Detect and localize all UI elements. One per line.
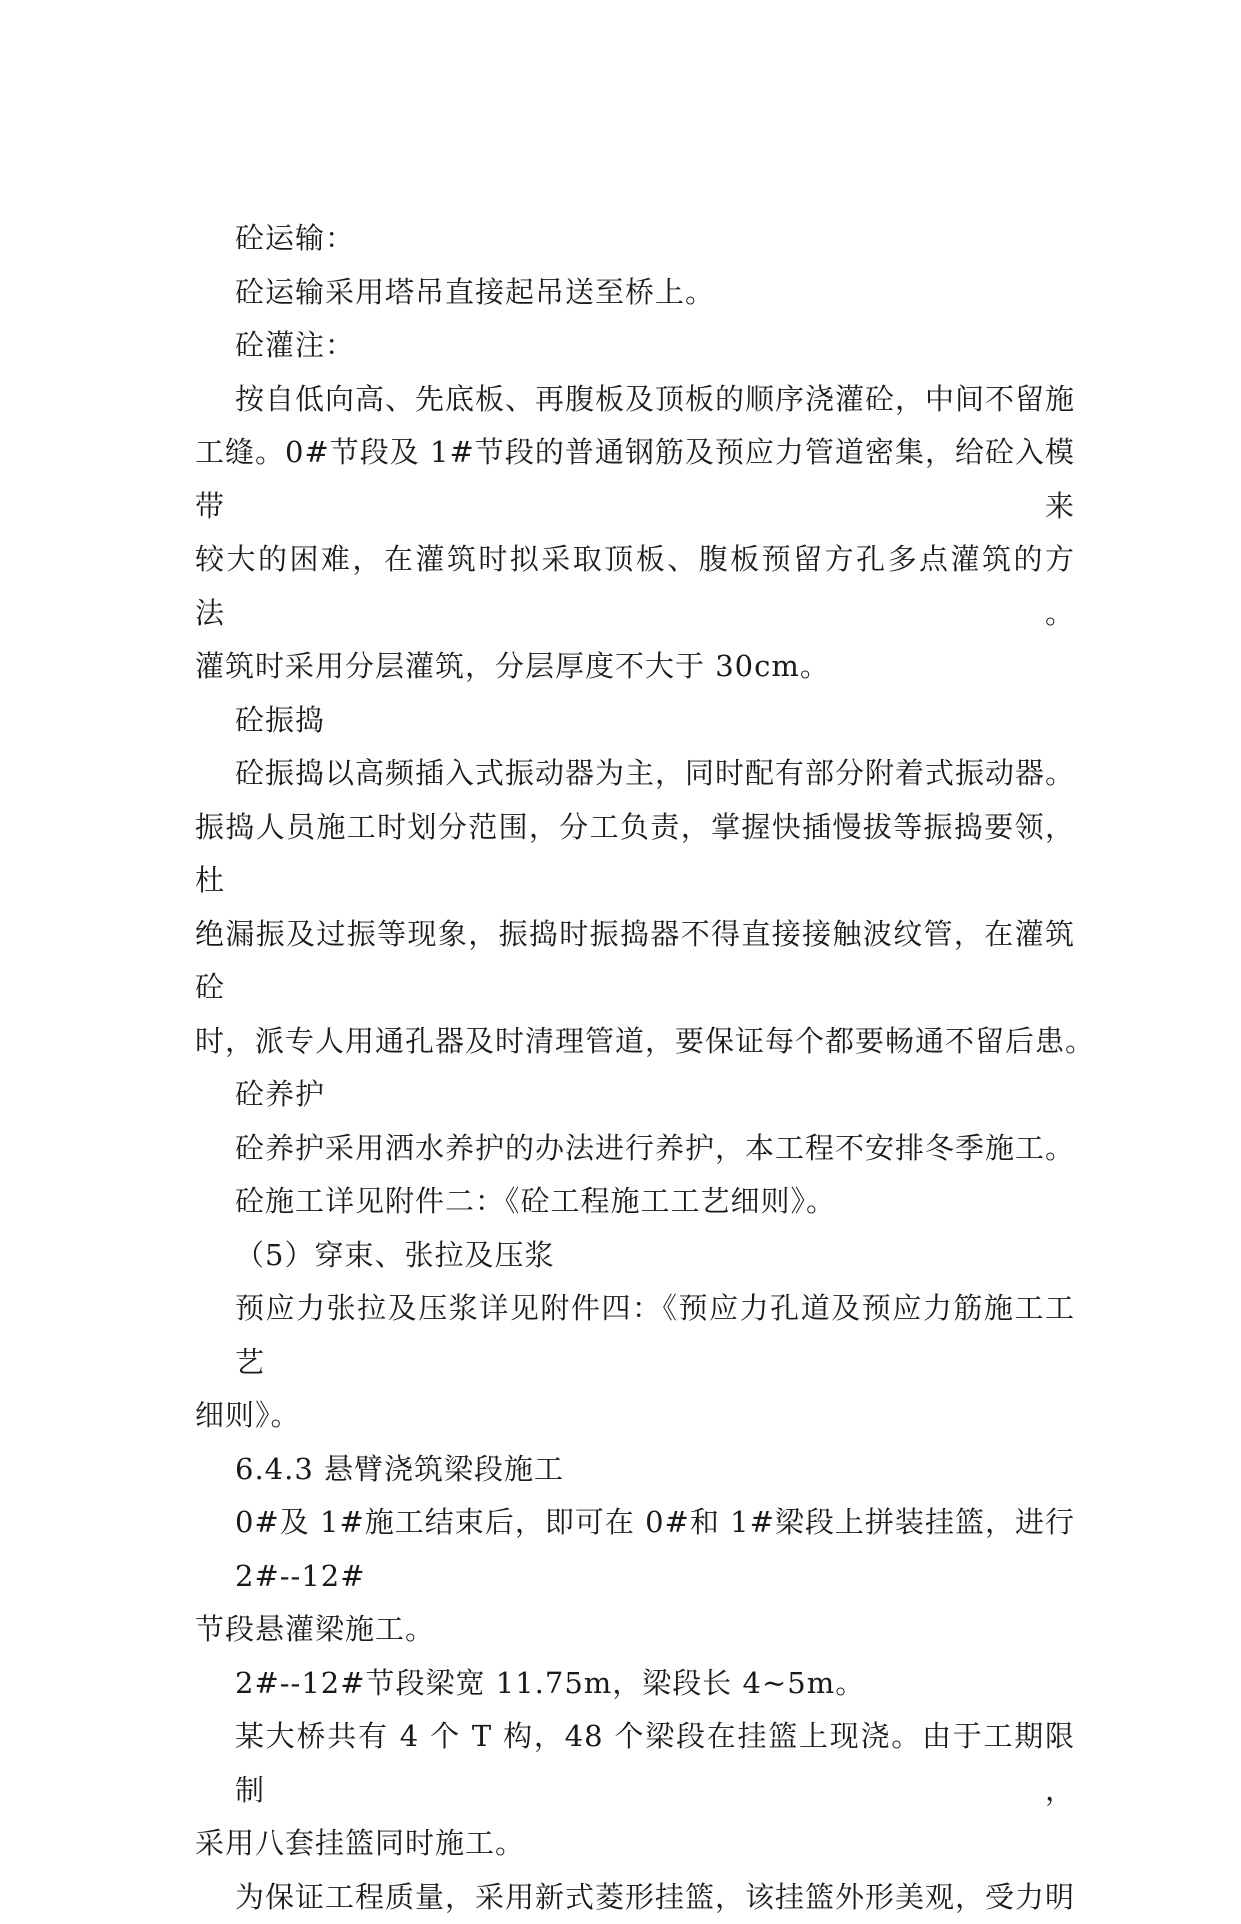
paragraph-line-text: 工缝。0#节段及 1#节段的普通钢筋及预应力管道密集，给砼入模带来 — [195, 426, 1075, 533]
heading-concrete-pouring: 砼灌注： — [195, 319, 1075, 373]
paragraph-line: 细则》。 — [195, 1389, 1075, 1443]
paragraph-line-text: 砼振捣以高频插入式振动器为主，同时配有部分附着式振动器。 — [235, 747, 1075, 801]
paragraph-line: 灌筑时采用分层灌筑，分层厚度不大于 30cm。 — [195, 640, 1075, 694]
paragraph-line — [195, 908, 1075, 1015]
paragraph-line — [195, 1496, 1075, 1603]
paragraph-line-text: 绝漏振及过振等现象，振捣时振捣器不得直接接触波纹管，在灌筑砼 — [195, 908, 1075, 1015]
paragraph-line-text: 按自低向高、先底板、再腹板及顶板的顺序浇灌砼，中间不留施 — [235, 373, 1075, 427]
heading-tensioning-grouting: （5）穿束、张拉及压浆 — [195, 1229, 1075, 1283]
section-heading-6-4-3: 6.4.3 悬臂浇筑梁段施工 — [195, 1443, 1075, 1497]
paragraph-line: 砼施工详见附件二：《砼工程施工工艺细则》。 — [195, 1175, 1075, 1229]
paragraph-line: 2#--12#节段梁宽 11.75m，梁段长 4~5m。 — [195, 1657, 1075, 1711]
paragraph-line — [195, 1871, 1075, 1924]
paragraph-line — [195, 1282, 1075, 1389]
document-body — [195, 212, 1075, 1924]
paragraph-line: 时，派专人用通孔器及时清理管道，要保证每个都要畅通不留后患。 — [195, 1015, 1075, 1069]
paragraph-line — [195, 747, 1075, 801]
paragraph-line: 砼运输采用塔吊直接起吊送至桥上。 — [195, 266, 1075, 320]
paragraph-line: 砼养护采用洒水养护的办法进行养护，本工程不安排冬季施工。 — [195, 1122, 1075, 1176]
heading-concrete-curing: 砼养护 — [195, 1068, 1075, 1122]
paragraph-line-text: 某大桥共有 4 个 T 构，48 个梁段在挂篮上现浇。由于工期限制， — [235, 1710, 1075, 1817]
paragraph-line — [195, 533, 1075, 640]
paragraph-line-text: 振捣人员施工时划分范围，分工负责，掌握快插慢拔等振捣要领，杜 — [195, 801, 1075, 908]
heading-concrete-vibration: 砼振捣 — [195, 694, 1075, 748]
paragraph-line: 采用八套挂篮同时施工。 — [195, 1817, 1075, 1871]
paragraph-line — [195, 801, 1075, 908]
heading-concrete-transport: 砼运输： — [195, 212, 1075, 266]
paragraph-line-text: 预应力张拉及压浆详见附件四：《预应力孔道及预应力筋施工工艺 — [235, 1282, 1075, 1389]
paragraph-line-text: 0#及 1#施工结束后，即可在 0#和 1#梁段上拼装挂篮，进行 2#--12# — [235, 1496, 1075, 1603]
paragraph-line — [195, 426, 1075, 533]
paragraph-line-text: 为保证工程质量，采用新式菱形挂篮，该挂篮外形美观，受力明 — [235, 1871, 1075, 1924]
paragraph-line — [195, 373, 1075, 427]
paragraph-line-text: 较大的困难，在灌筑时拟采取顶板、腹板预留方孔多点灌筑的方法。 — [195, 533, 1075, 640]
paragraph-line: 节段悬灌梁施工。 — [195, 1603, 1075, 1657]
paragraph-line — [195, 1710, 1075, 1817]
